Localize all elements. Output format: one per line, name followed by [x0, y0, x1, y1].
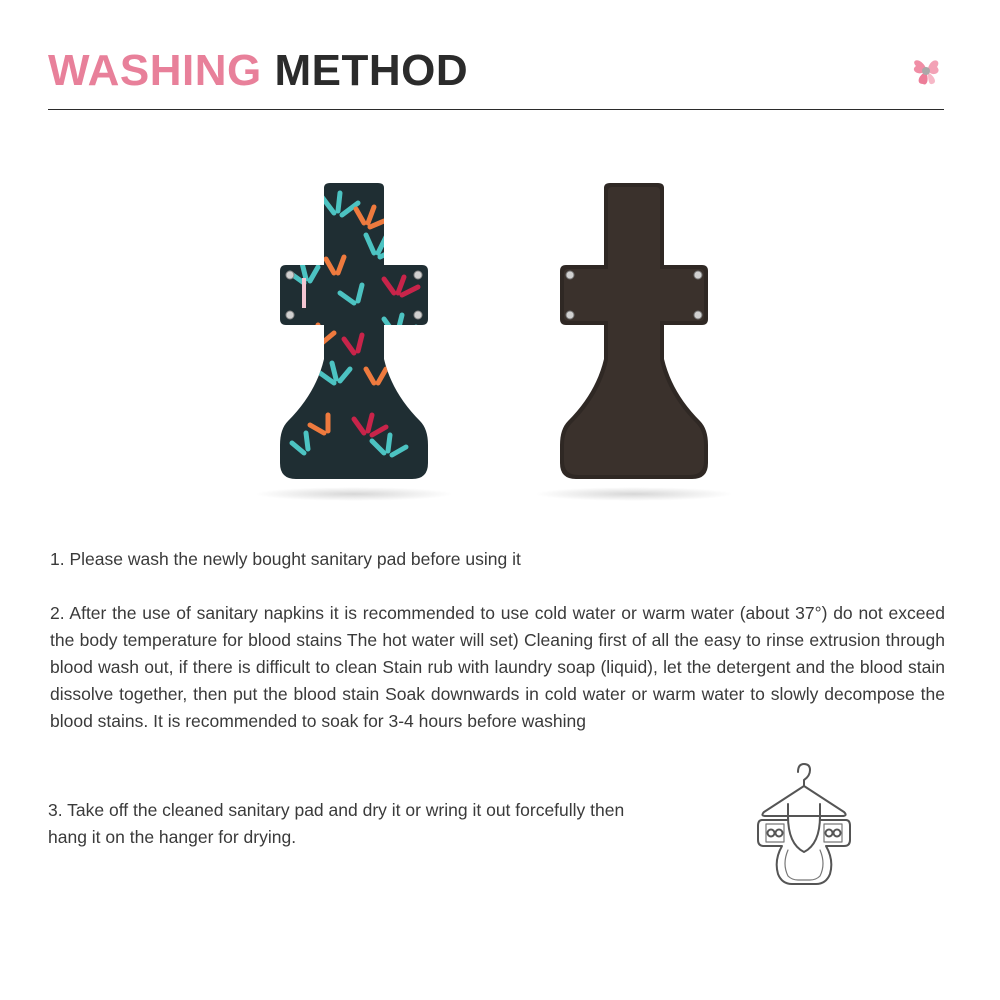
- step-1-text: 1. Please wash the newly bought sanitary pad before using it: [50, 549, 521, 569]
- front-pad-shadow: [254, 487, 454, 501]
- floral-print-pad-front-icon: [274, 183, 434, 483]
- step-2-text: 2. After the use of sanitary napkins it is recommended to use cold water or warm water (about 37°) do not exceed the body temperature for blood stains The hot water will set) Cleaning first of all the easy to rinse extrusion through blood wash out, if there is difficult to clean Stain rub with laundry soap (liquid), let the detergent and the blood stain dissolve together, then put the blood stain Soak downwards in cold water or warm water to slowly decompose the blood stains. It is recommended to soak for 3-4 hours before washing: [50, 603, 945, 731]
- charcoal-pad-back-icon: [554, 183, 714, 483]
- pad-on-hanger-icon: [752, 760, 856, 892]
- header: [48, 44, 944, 110]
- pink-heart-flower-logo-icon: [908, 52, 944, 88]
- title-accent: WASHING: [48, 46, 262, 95]
- title-rest: METHOD: [274, 46, 469, 95]
- back-pad-shadow: [534, 487, 734, 501]
- page-title: [48, 46, 468, 96]
- step-3-text: 3. Take off the cleaned sanitary pad and dry it or wring it out forcefully then hang it on the hanger for drying.: [48, 800, 625, 847]
- header-divider: [48, 109, 944, 110]
- product-images: [240, 175, 760, 505]
